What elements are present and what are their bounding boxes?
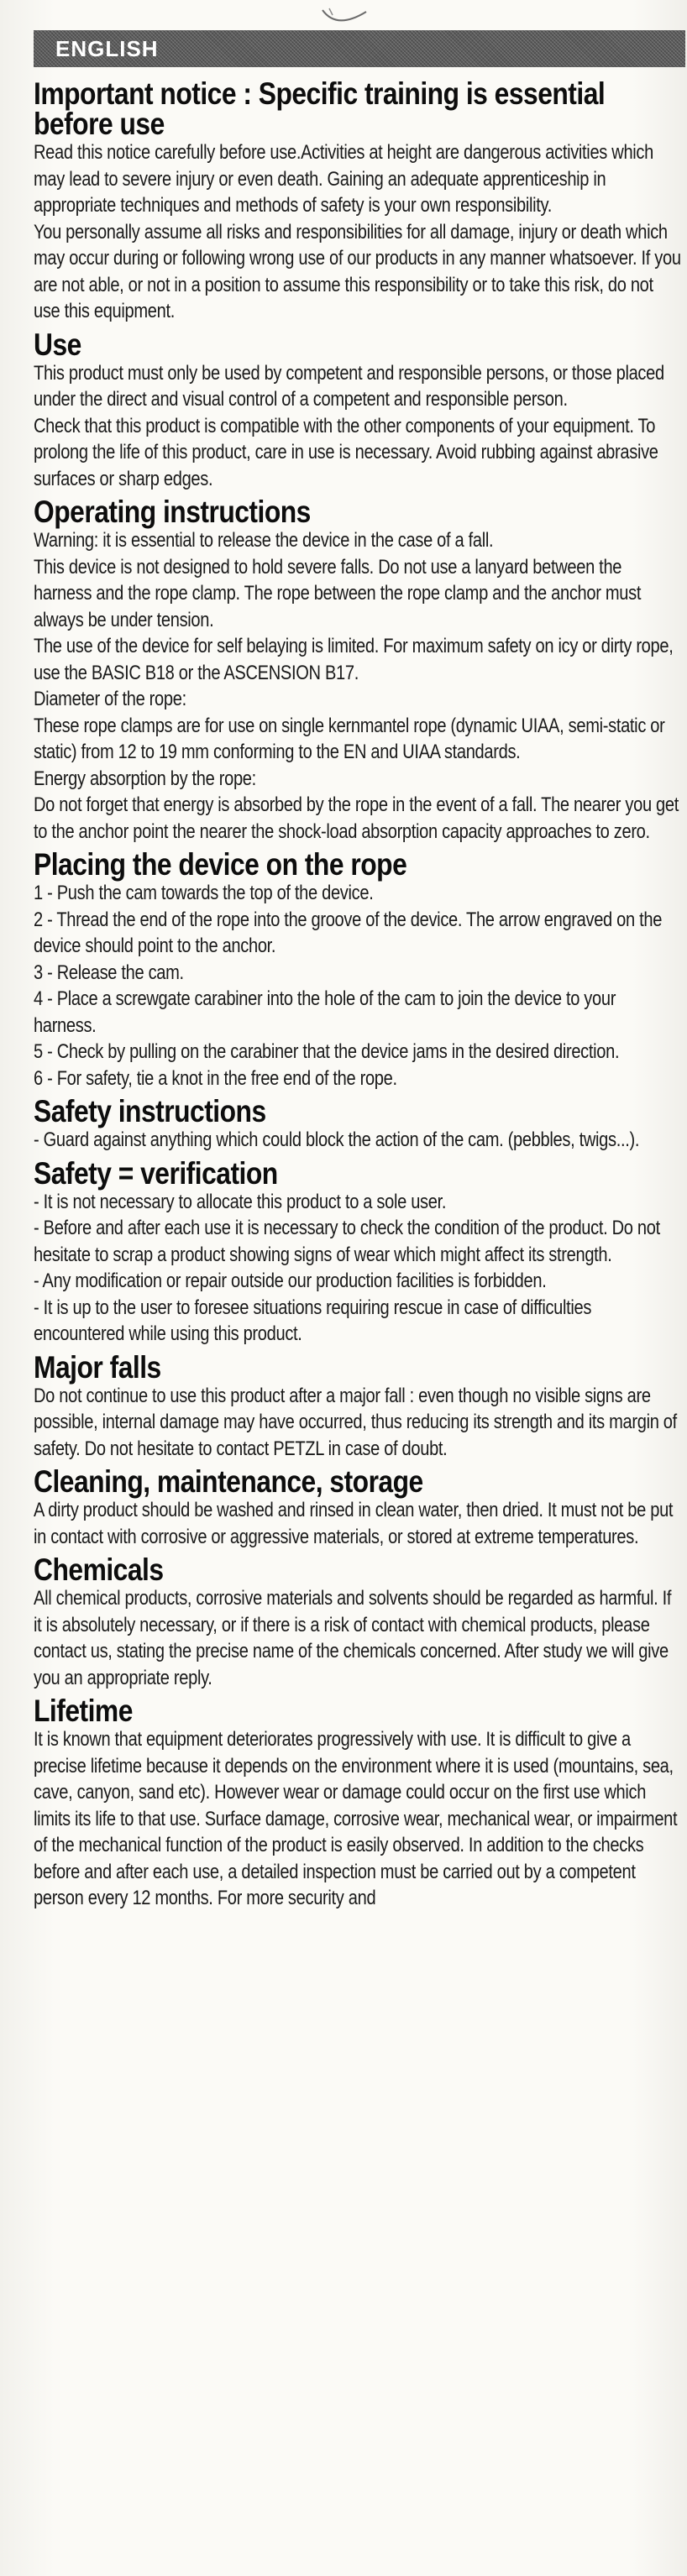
section-heading: Major falls (34, 1349, 161, 1385)
section-heading: Operating instructions (34, 495, 311, 529)
section-paragraph: 4 - Place a screwgate carabiner into the hole of the cam to join the device to your harness. (34, 987, 616, 1037)
section-paragraph: - It is not necessary to allocate this product to a sole user. (34, 1190, 447, 1213)
section-paragraph: - It is up to the user to foresee situations requiring rescue in case of difficulties encountered while using this product. (34, 1296, 592, 1345)
language-label: ENGLISH (55, 36, 159, 61)
section (34, 325, 682, 493)
section (34, 1550, 682, 1691)
section-paragraph: 1 - Push the cam towards the top of the device. (34, 882, 374, 904)
section-heading: Safety instructions (34, 1094, 266, 1128)
section-paragraph: Energy absorption by the rope: (34, 767, 256, 790)
section (34, 845, 682, 1092)
section (34, 74, 682, 325)
section-paragraph: Do not continue to use this product after a major fall : even though no visible signs are possible, internal damage may have occurred, thus reducing its strength and its margin of safety. Do not hesitate to contact PETZL in case of doubt. (34, 1384, 677, 1460)
section-heading: Use (34, 327, 81, 362)
language-banner (34, 30, 685, 67)
section-paragraph: - Any modification or repair outside our production facilities is forbidden. (34, 1270, 547, 1292)
section-paragraph: This product must only be used by competent and responsible persons, or those placed under the direct and visual control of a competent and responsible person. (34, 361, 664, 411)
section-paragraph: Diameter of the rope: (34, 688, 186, 710)
section (34, 1348, 682, 1463)
section (34, 1154, 682, 1348)
section-heading: Important notice : Specific training is essential before use (34, 76, 606, 141)
section-heading: Cleaning, maintenance, storage (34, 1464, 423, 1499)
document-body (34, 74, 682, 1912)
section-paragraph: You personally assume all risks and responsibilities for all damage, injury or death which may occur during or following wrong use of our products in any manner whatsoever. If you are not able, or not in a position to assume this responsibility or to take this risk, do not use this equipment. (34, 220, 681, 322)
section-paragraph: The use of the device for self belaying is limited. For maximum safety on icy or dirty rope, use the BASIC B18 or the ASCENSION B17. (34, 635, 674, 684)
section (34, 1462, 682, 1550)
section-paragraph: 2 - Thread the end of the rope into the groove of the device. The arrow engraved on the device should point to the anchor. (34, 908, 663, 957)
section (34, 1691, 682, 1912)
section-paragraph: 6 - For safety, tie a knot in the free end of the rope. (34, 1066, 397, 1090)
section-paragraph: - Guard against anything which could block the action of the cam. (pebbles, twigs...). (34, 1128, 640, 1151)
section-heading: Chemicals (34, 1552, 164, 1587)
section-heading: Lifetime (34, 1694, 133, 1728)
section-paragraph: A dirty product should be washed and rinsed in clean water, then dried. It must not be put in contact with corrosive or aggressive materials, or stored at extreme temperatures. (34, 1499, 674, 1548)
fold-mark-icon (319, 7, 370, 29)
section-paragraph: Do not forget that energy is absorbed by the rope in the event of a fall. The nearer you get to the anchor point the nearer the shock-load absorption capacity approaches to zero. (34, 793, 679, 843)
section-paragraph: This device is not designed to hold severe falls. Do not use a lanyard between the harness and the rope clamp. The rope between the rope clamp and the anchor must always be under tension. (34, 555, 642, 631)
section-paragraph: All chemical products, corrosive materials and solvents should be regarded as harmful. If it is absolutely necessary, or if there is a risk of contact with chemical products, please contact us, stating the precise name of the chemicals concerned. After study we will give you an appropriate reply. (34, 1587, 672, 1689)
section-paragraph: Warning: it is essential to release the device in the case of a fall. (34, 529, 494, 552)
section (34, 1092, 682, 1154)
section-paragraph: Check that this product is compatible with the other components of your equipment. To prolong the life of this product, care in use is necessary. Avoid rubbing against abrasive surfaces or sharp edges. (34, 414, 658, 490)
section-paragraph: These rope clamps are for use on single kernmantel rope (dynamic UIAA, semi-static or static) from 12 to 19 mm conforming to the EN and UIAA standards. (34, 714, 665, 763)
section-heading: Safety = verification (34, 1155, 278, 1191)
section (34, 492, 682, 845)
section-heading: Placing the device on the rope (34, 847, 407, 882)
section-paragraph: Read this notice carefully before use.Activities at height are dangerous activities which may lead to severe injury or even death. Gaining an adequate apprenticeship in appropriate techniques and methods of safety is your own responsibility. (34, 141, 653, 217)
section-paragraph: It is known that equipment deteriorates progressively with use. It is difficult to give a precise lifetime because it depends on the environment where it is used (mountains, sea, cave, canyon, sand etc). However wear or damage could occur on the first use which limits its life to that use. Surface damage, corrosive wear, mechanical wear, or impairment of the mechanical function of the product is easily observed. In addition to the checks before and after each use, a detailed inspection must be carried out by a competent person every 12 months. For more security and (34, 1728, 678, 1909)
section-paragraph: 3 - Release the cam. (34, 961, 184, 984)
section-paragraph: - Before and after each use it is necessary to check the condition of the product. Do not hesitate to scrap a product showing signs of wear which might affect its strength. (34, 1217, 660, 1266)
section-paragraph: 5 - Check by pulling on the carabiner that the device jams in the desired direction. (34, 1040, 620, 1063)
